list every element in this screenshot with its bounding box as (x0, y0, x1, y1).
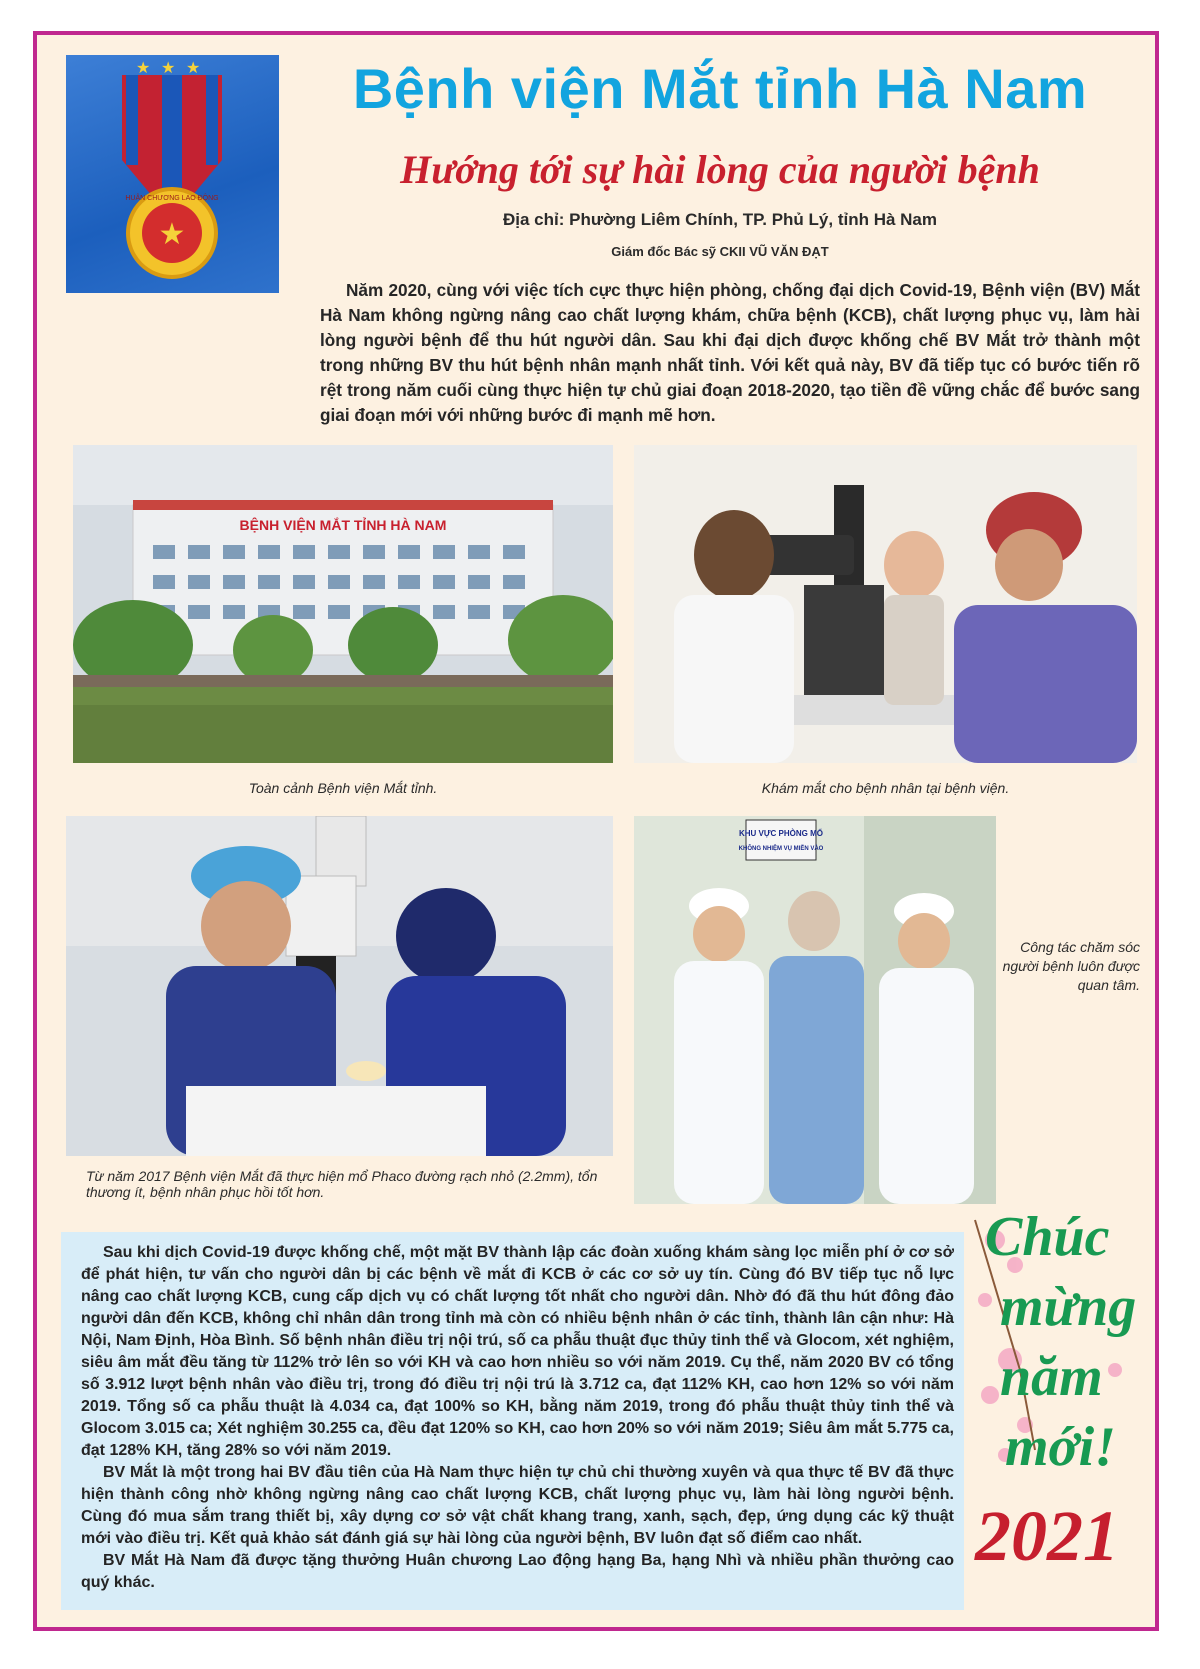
building-sign-text: BỆNH VIỆN MẮT TỈNH HÀ NAM (239, 517, 447, 533)
photo-eye-exam (634, 445, 1137, 763)
page-title: Bệnh viện Mắt tỉnh Hà Nam (352, 57, 1088, 120)
body-paragraph-2: BV Mắt là một trong hai BV đầu tiên của Hà Nam thực hiện tự chủ chi thường xuyên và qua thực tế BV đã thực hiện thành công nhờ không ngừng nâng cao chất lượng KCB, chất lượng phục vụ, làm hài lòng người bệnh. Cùng đó mua sắm trang thiết bị, xây dựng cơ sở vật chất khang trang, xanh, sạch, đẹp, ứng dụng các kỹ thuật mới vào điều trị. Kết quả khảo sát đánh giá sự hài lòng của người bệnh, BV luôn đạt số điểm cao nhất. (81, 1464, 954, 1547)
page-subtitle: Hướng tới sự hài lòng của người bệnh (400, 147, 1040, 192)
svg-text:★: ★ (186, 60, 201, 77)
body-paragraph-1: Sau khi dịch Covid-19 được khống chế, một mặt BV thành lập các đoàn xuống khám sàng lọc miễn phí ở cơ sở để phát hiện, tư vấn cho người dân bị các bệnh về mắt đi KCB ở các cơ sở uy tín. Cùng đó BV tiếp tục nỗ lực nâng cao chất lượng KCB, cung cấp dịch vụ có chất lượng tốt nhất cho người dân. Nhờ đó đã thu hút đông đảo người dân đến KCB, không chỉ nhân dân trong tỉnh mà còn có nhiều bệnh nhân ở các tỉnh, thành lân cận như: Hà Nội, Nam Định, Hòa Bình. Số bệnh nhân điều trị nội trú, số ca phẫu thuật đục thủy tinh thể và Glocom, xét nghiệm, siêu âm mắt đều tăng từ 112% trở lên so với KH và cao hơn nhiều so với năm 2019. Cụ thể, năm 2020 BV có tổng số 3.912 lượt bệnh nhân vào điều trị, trong đó điều trị nội trú là 3.712 ca, đạt 112% KH, cao hơn 12% so với năm 2019. Tổng số ca phẫu thuật là 4.034 ca, đạt 100% so KH, bằng năm 2019, trong đó phẫu thuật thủy tinh thể và Glocom 3.015 ca; Xét nghiệm 30.255 ca, đều đạt 120% so KH, cao hơn 20% so với năm 2019; Siêu âm mắt 5.775 ca, đạt 128% KH, tăng 28% so với năm 2019. (81, 1244, 954, 1459)
caption-patient-care: Công tác chăm sóc người bệnh luôn được quan tâm. (1002, 939, 1140, 993)
new-year-greeting (965, 1206, 1155, 1610)
ward-sign-line-2: KHÔNG NHIỆM VỤ MIỄN VÀO (738, 846, 824, 852)
greeting-word-1: Chúc (985, 1206, 1110, 1268)
director-line: Giám đốc Bác sỹ CKII VŨ VĂN ĐẠT (611, 244, 829, 259)
greeting-word-3: năm (1000, 1346, 1103, 1408)
photo-patient-care (634, 816, 996, 1204)
svg-text:★: ★ (136, 60, 151, 77)
ward-sign-line-1: KHU VỰC PHÒNG MỔ (739, 829, 823, 838)
greeting-year: 2021 (975, 1496, 1119, 1576)
address-line: Địa chỉ: Phường Liêm Chính, TP. Phủ Lý, tỉnh Hà Nam (502, 210, 937, 229)
body-paragraph-3: BV Mắt Hà Nam đã được tặng thưởng Huân chương Lao động hạng Ba, hạng Nhì và nhiều phần thưởng cao quý khác. (81, 1552, 954, 1591)
photo-building (73, 445, 613, 763)
intro-paragraph: Năm 2020, cùng với việc tích cực thực hiện phòng, chống đại dịch Covid-19, Bệnh viện (BV) Mắt Hà Nam không ngừng nâng cao chất lượng khám, chữa bệnh (KCB), chất lượng phục vụ, làm hài lòng người bệnh để thu hút người dân. Sau khi đại dịch được khống chế BV Mắt trở thành một trong những BV thu hút bệnh nhân mạnh nhất tỉnh. Với kết quả này, BV đã tiếp tục có bước tiến rõ rệt trong năm cuối cùng thực hiện tự chủ giai đoạn 2018-2020, tạo tiền đề vững chắc để bước sang giai đoạn mới với những bước đi mạnh mẽ hơn. (320, 280, 1140, 425)
body-text-box (61, 1232, 964, 1610)
photo-surgery (66, 816, 613, 1156)
labor-medal-icon (66, 55, 279, 293)
caption-building: Toàn cảnh Bệnh viện Mắt tỉnh. (248, 780, 438, 796)
medal-text: HUÂN CHƯƠNG LAO ĐỘNG (125, 195, 219, 202)
svg-text:★: ★ (158, 218, 186, 251)
caption-surgery: Từ năm 2017 Bệnh viện Mắt đã thực hiện mổ Phaco đường rạch nhỏ (2.2mm), tổn thương ít, bệnh nhân phục hồi tốt hơn. (86, 1168, 598, 1200)
caption-eye-exam: Khám mắt cho bệnh nhân tại bệnh viện. (761, 780, 1010, 796)
svg-text:★: ★ (161, 60, 176, 77)
emblem (66, 55, 279, 293)
greeting-word-4: mới! (1005, 1416, 1116, 1478)
greeting-word-2: mừng (1000, 1276, 1137, 1338)
